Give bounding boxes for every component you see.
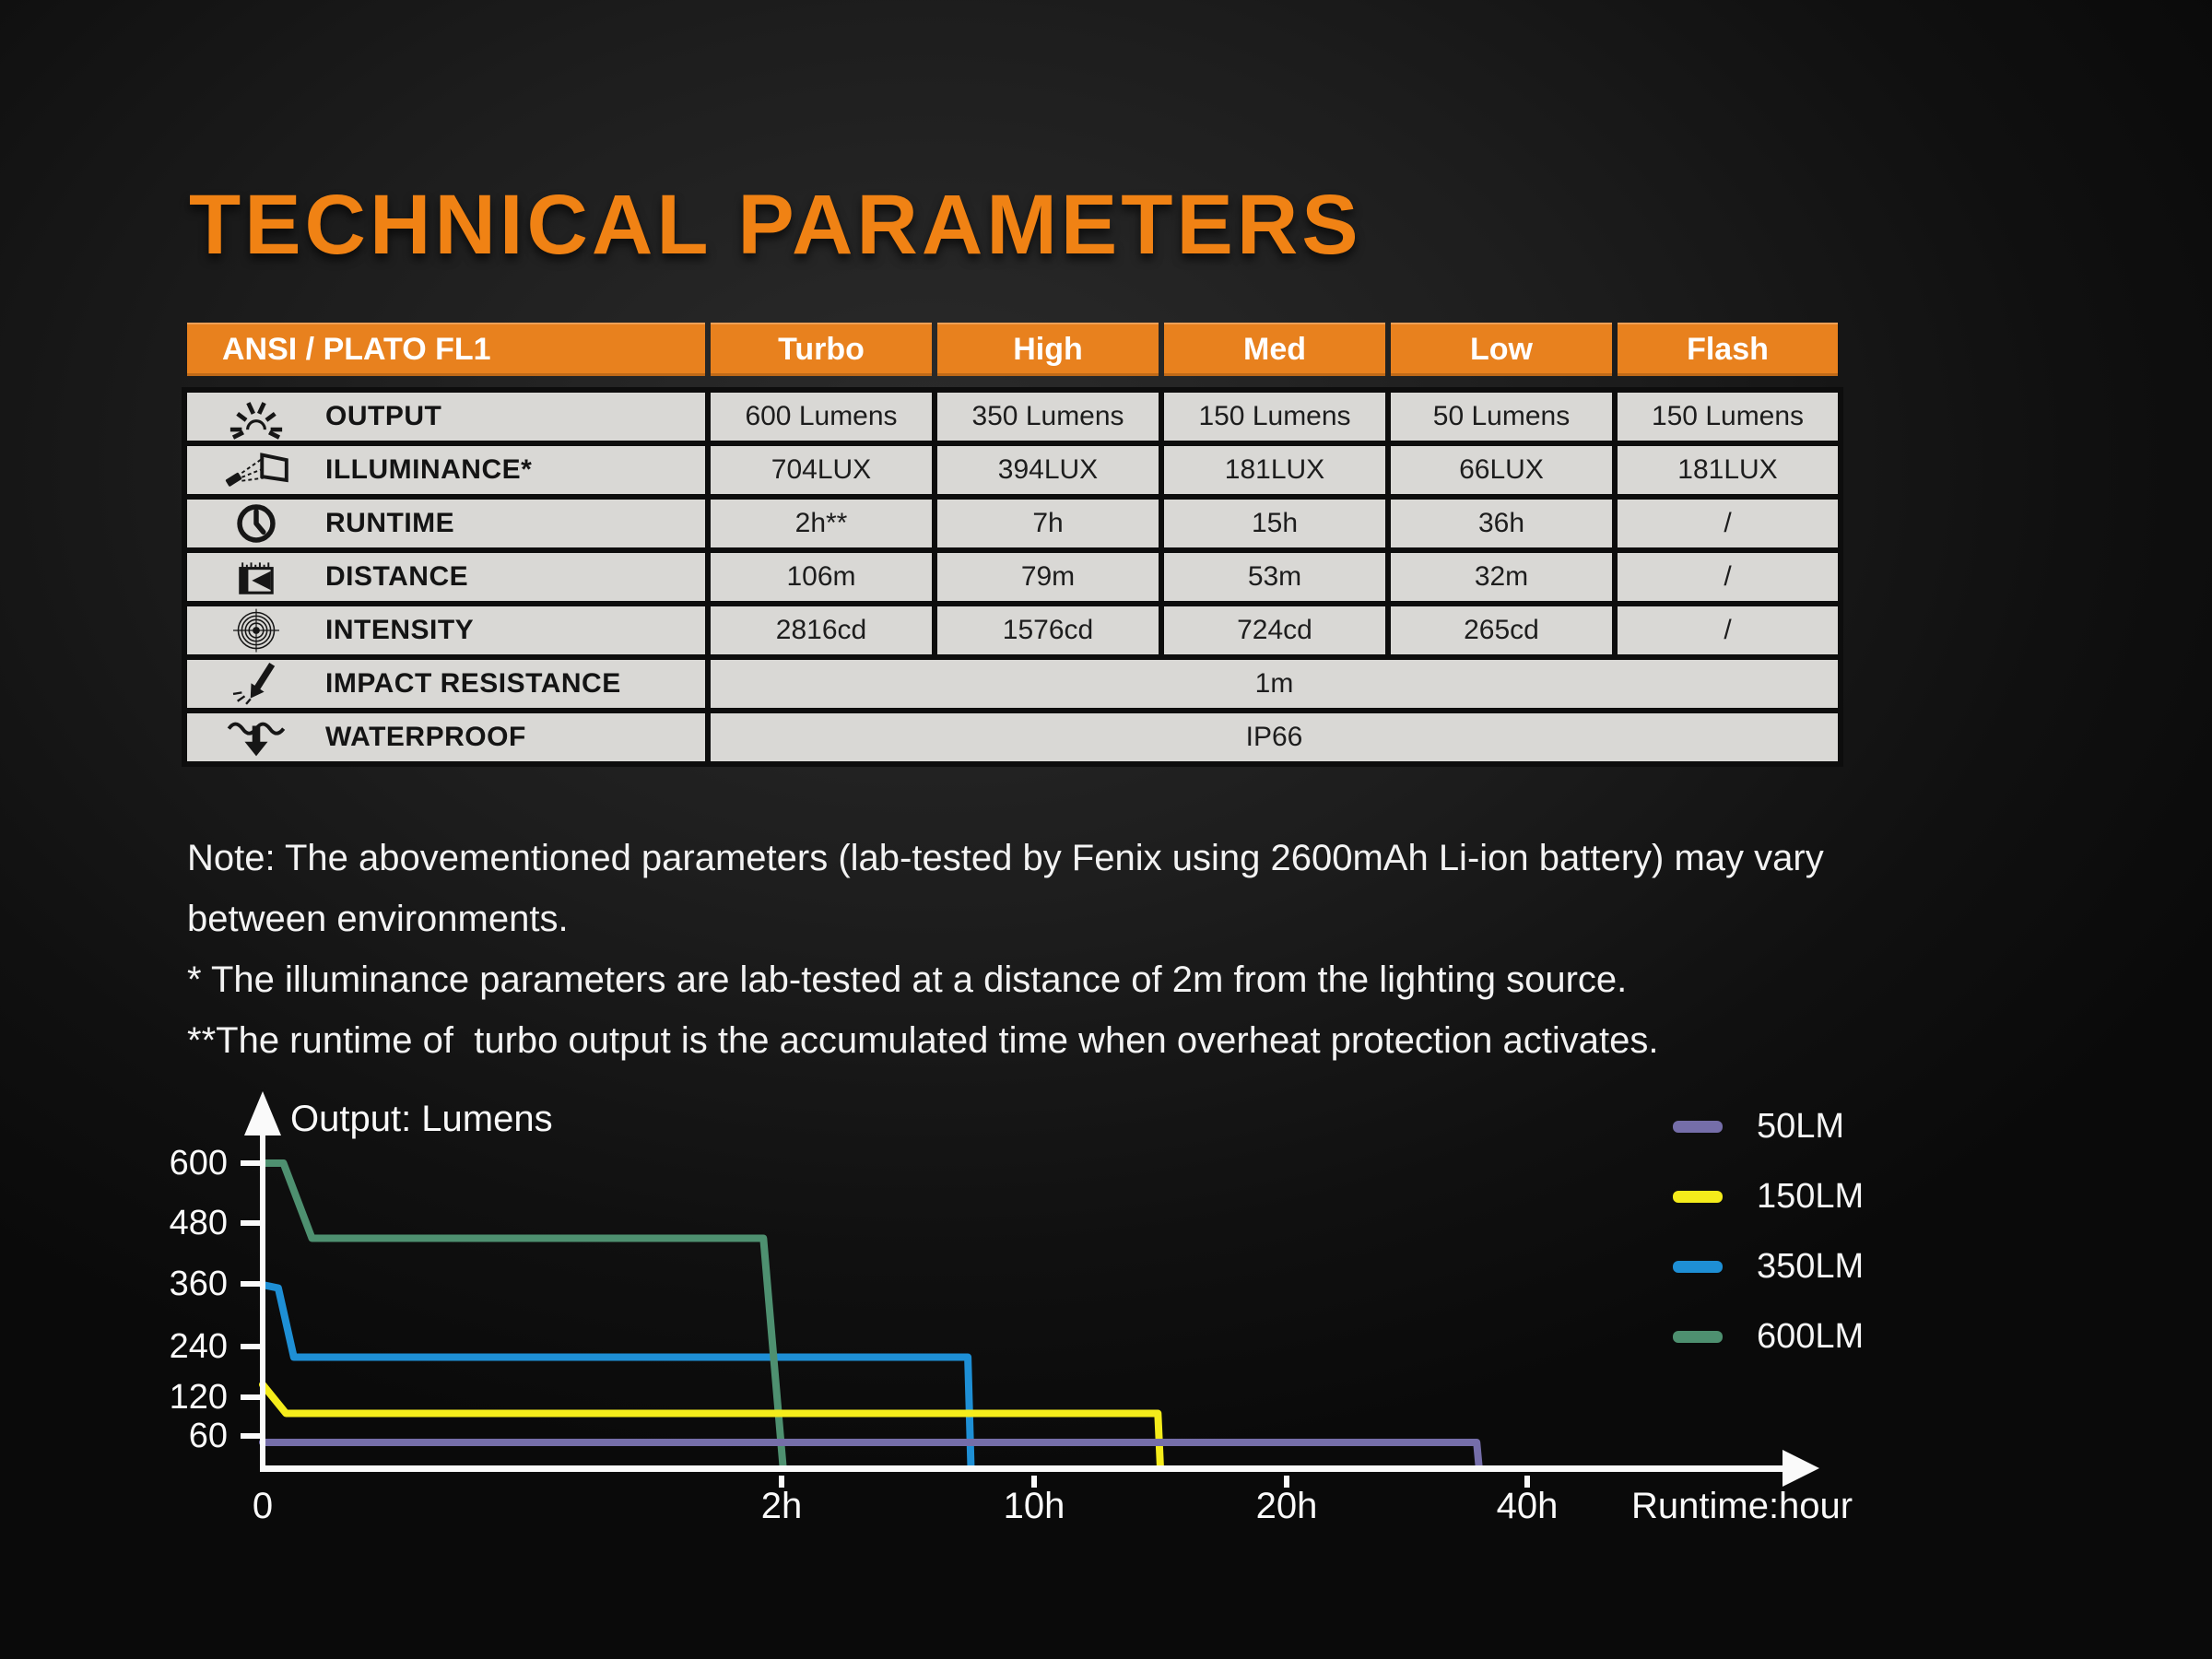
- legend-swatch: [1673, 1121, 1723, 1133]
- y-tick-label: 360: [169, 1265, 228, 1303]
- series-line-150LM: [263, 1384, 1160, 1468]
- series-line-50LM: [263, 1442, 1479, 1468]
- x-tick-mark: [779, 1476, 784, 1488]
- row-label: DISTANCE: [325, 561, 469, 592]
- legend-item-350LM: [1673, 1248, 1864, 1285]
- impact-value: 1m: [1254, 668, 1294, 699]
- illuminance-low: 66LUX: [1459, 454, 1544, 485]
- y-axis-arrow: [244, 1091, 281, 1135]
- series-line-600LM: [263, 1163, 783, 1468]
- legend-item-50LM: [1673, 1108, 1864, 1145]
- note-line: Note: The abovementioned parameters (lab-tested by Fenix using 2600mAh Li-ion battery) may vary: [187, 838, 1824, 878]
- intensity-flash: /: [1724, 615, 1732, 645]
- distance-flash: /: [1724, 561, 1732, 592]
- chart-axes: [241, 1091, 1819, 1488]
- x-tick-label: 2h: [760, 1486, 803, 1526]
- distance-med: 53m: [1247, 561, 1302, 592]
- legend-item-150LM: [1673, 1178, 1864, 1215]
- distance-high: 79m: [1020, 561, 1076, 592]
- y-tick-mark: [241, 1344, 260, 1349]
- y-tick-mark: [241, 1281, 260, 1287]
- x-tick-label: 0: [252, 1486, 274, 1526]
- row-label: OUTPUT: [325, 401, 442, 431]
- illuminance-flash: 181LUX: [1677, 454, 1778, 485]
- intensity-high: 1576cd: [1002, 615, 1094, 645]
- legend-label: 350LM: [1757, 1246, 1865, 1286]
- legend-item-600LM: [1673, 1318, 1864, 1355]
- legend-swatch: [1673, 1261, 1723, 1273]
- y-tick-label: 60: [188, 1417, 228, 1455]
- x-tick-label: 10h: [1003, 1486, 1065, 1526]
- x-tick-mark: [1524, 1476, 1530, 1488]
- row-label: IMPACT RESISTANCE: [325, 668, 621, 699]
- row-label: INTENSITY: [325, 615, 475, 645]
- row-label: RUNTIME: [325, 508, 455, 538]
- header-cell-low: Low: [1391, 323, 1612, 376]
- header-cell-turbo: Turbo: [711, 323, 932, 376]
- intensity-turbo: 2816cd: [775, 615, 867, 645]
- chart-series-lines: [263, 1163, 1479, 1468]
- illuminance-med: 181LUX: [1224, 454, 1325, 485]
- chart-y-axis-title: Output: Lumens: [290, 1099, 553, 1139]
- note-line: **The runtime of turbo output is the accumulated time when overheat protection activates.: [187, 1020, 1659, 1061]
- runtime-high: 7h: [1032, 508, 1064, 538]
- row-label: WATERPROOF: [325, 722, 526, 752]
- note-line: * The illuminance parameters are lab-tested at a distance of 2m from the lighting source.: [187, 959, 1628, 1000]
- output-flash: 150 Lumens: [1651, 401, 1805, 431]
- header-cell-flash: Flash: [1618, 323, 1838, 376]
- x-tick-mark: [1031, 1476, 1037, 1488]
- illuminance-high: 394LUX: [997, 454, 1099, 485]
- row-label: ILLUMINANCE*: [325, 454, 533, 485]
- y-axis-line: [260, 1128, 265, 1471]
- runtime-low: 36h: [1477, 508, 1525, 538]
- distance-low: 32m: [1474, 561, 1529, 592]
- x-tick-label: 20h: [1255, 1486, 1318, 1526]
- chart-x-axis-title: Runtime:hour: [1631, 1486, 1853, 1526]
- runtime-turbo: 2h**: [794, 508, 848, 538]
- chart-legend: [1673, 1108, 1864, 1388]
- distance-turbo: 106m: [786, 561, 856, 592]
- illuminance-turbo: 704LUX: [771, 454, 872, 485]
- y-tick-label: 480: [169, 1204, 228, 1242]
- chart-ticks: [241, 1160, 1530, 1488]
- y-tick-mark: [241, 1394, 260, 1400]
- x-axis-line: [260, 1465, 1786, 1472]
- runtime-med: 15h: [1251, 508, 1299, 538]
- y-tick-mark: [241, 1160, 260, 1166]
- header-cell-med: Med: [1164, 323, 1385, 376]
- page-title: TECHNICAL PARAMETERS: [189, 178, 1362, 272]
- output-high: 350 Lumens: [971, 401, 1124, 431]
- x-tick-label: 40h: [1496, 1486, 1559, 1526]
- waterproof-value: IP66: [1245, 722, 1303, 752]
- legend-label: 600LM: [1757, 1316, 1865, 1356]
- x-axis-arrow: [1783, 1450, 1819, 1487]
- legend-label: 50LM: [1757, 1106, 1845, 1146]
- header-cell-ansi: ANSI / PLATO FL1: [187, 323, 705, 376]
- y-tick-mark: [241, 1220, 260, 1226]
- y-tick-mark: [241, 1433, 260, 1439]
- output-low: 50 Lumens: [1432, 401, 1571, 431]
- y-tick-label: 600: [169, 1144, 228, 1182]
- header-cell-high: High: [937, 323, 1159, 376]
- x-tick-mark: [1284, 1476, 1289, 1488]
- legend-label: 150LM: [1757, 1176, 1865, 1216]
- output-med: 150 Lumens: [1198, 401, 1351, 431]
- intensity-med: 724cd: [1237, 615, 1312, 645]
- output-turbo: 600 Lumens: [745, 401, 898, 431]
- legend-swatch: [1673, 1331, 1723, 1343]
- intensity-low: 265cd: [1464, 615, 1539, 645]
- runtime-flash: /: [1724, 508, 1732, 538]
- y-tick-label: 240: [169, 1327, 228, 1366]
- y-tick-label: 120: [169, 1378, 228, 1417]
- note-line: between environments.: [187, 899, 569, 939]
- legend-swatch: [1673, 1191, 1723, 1203]
